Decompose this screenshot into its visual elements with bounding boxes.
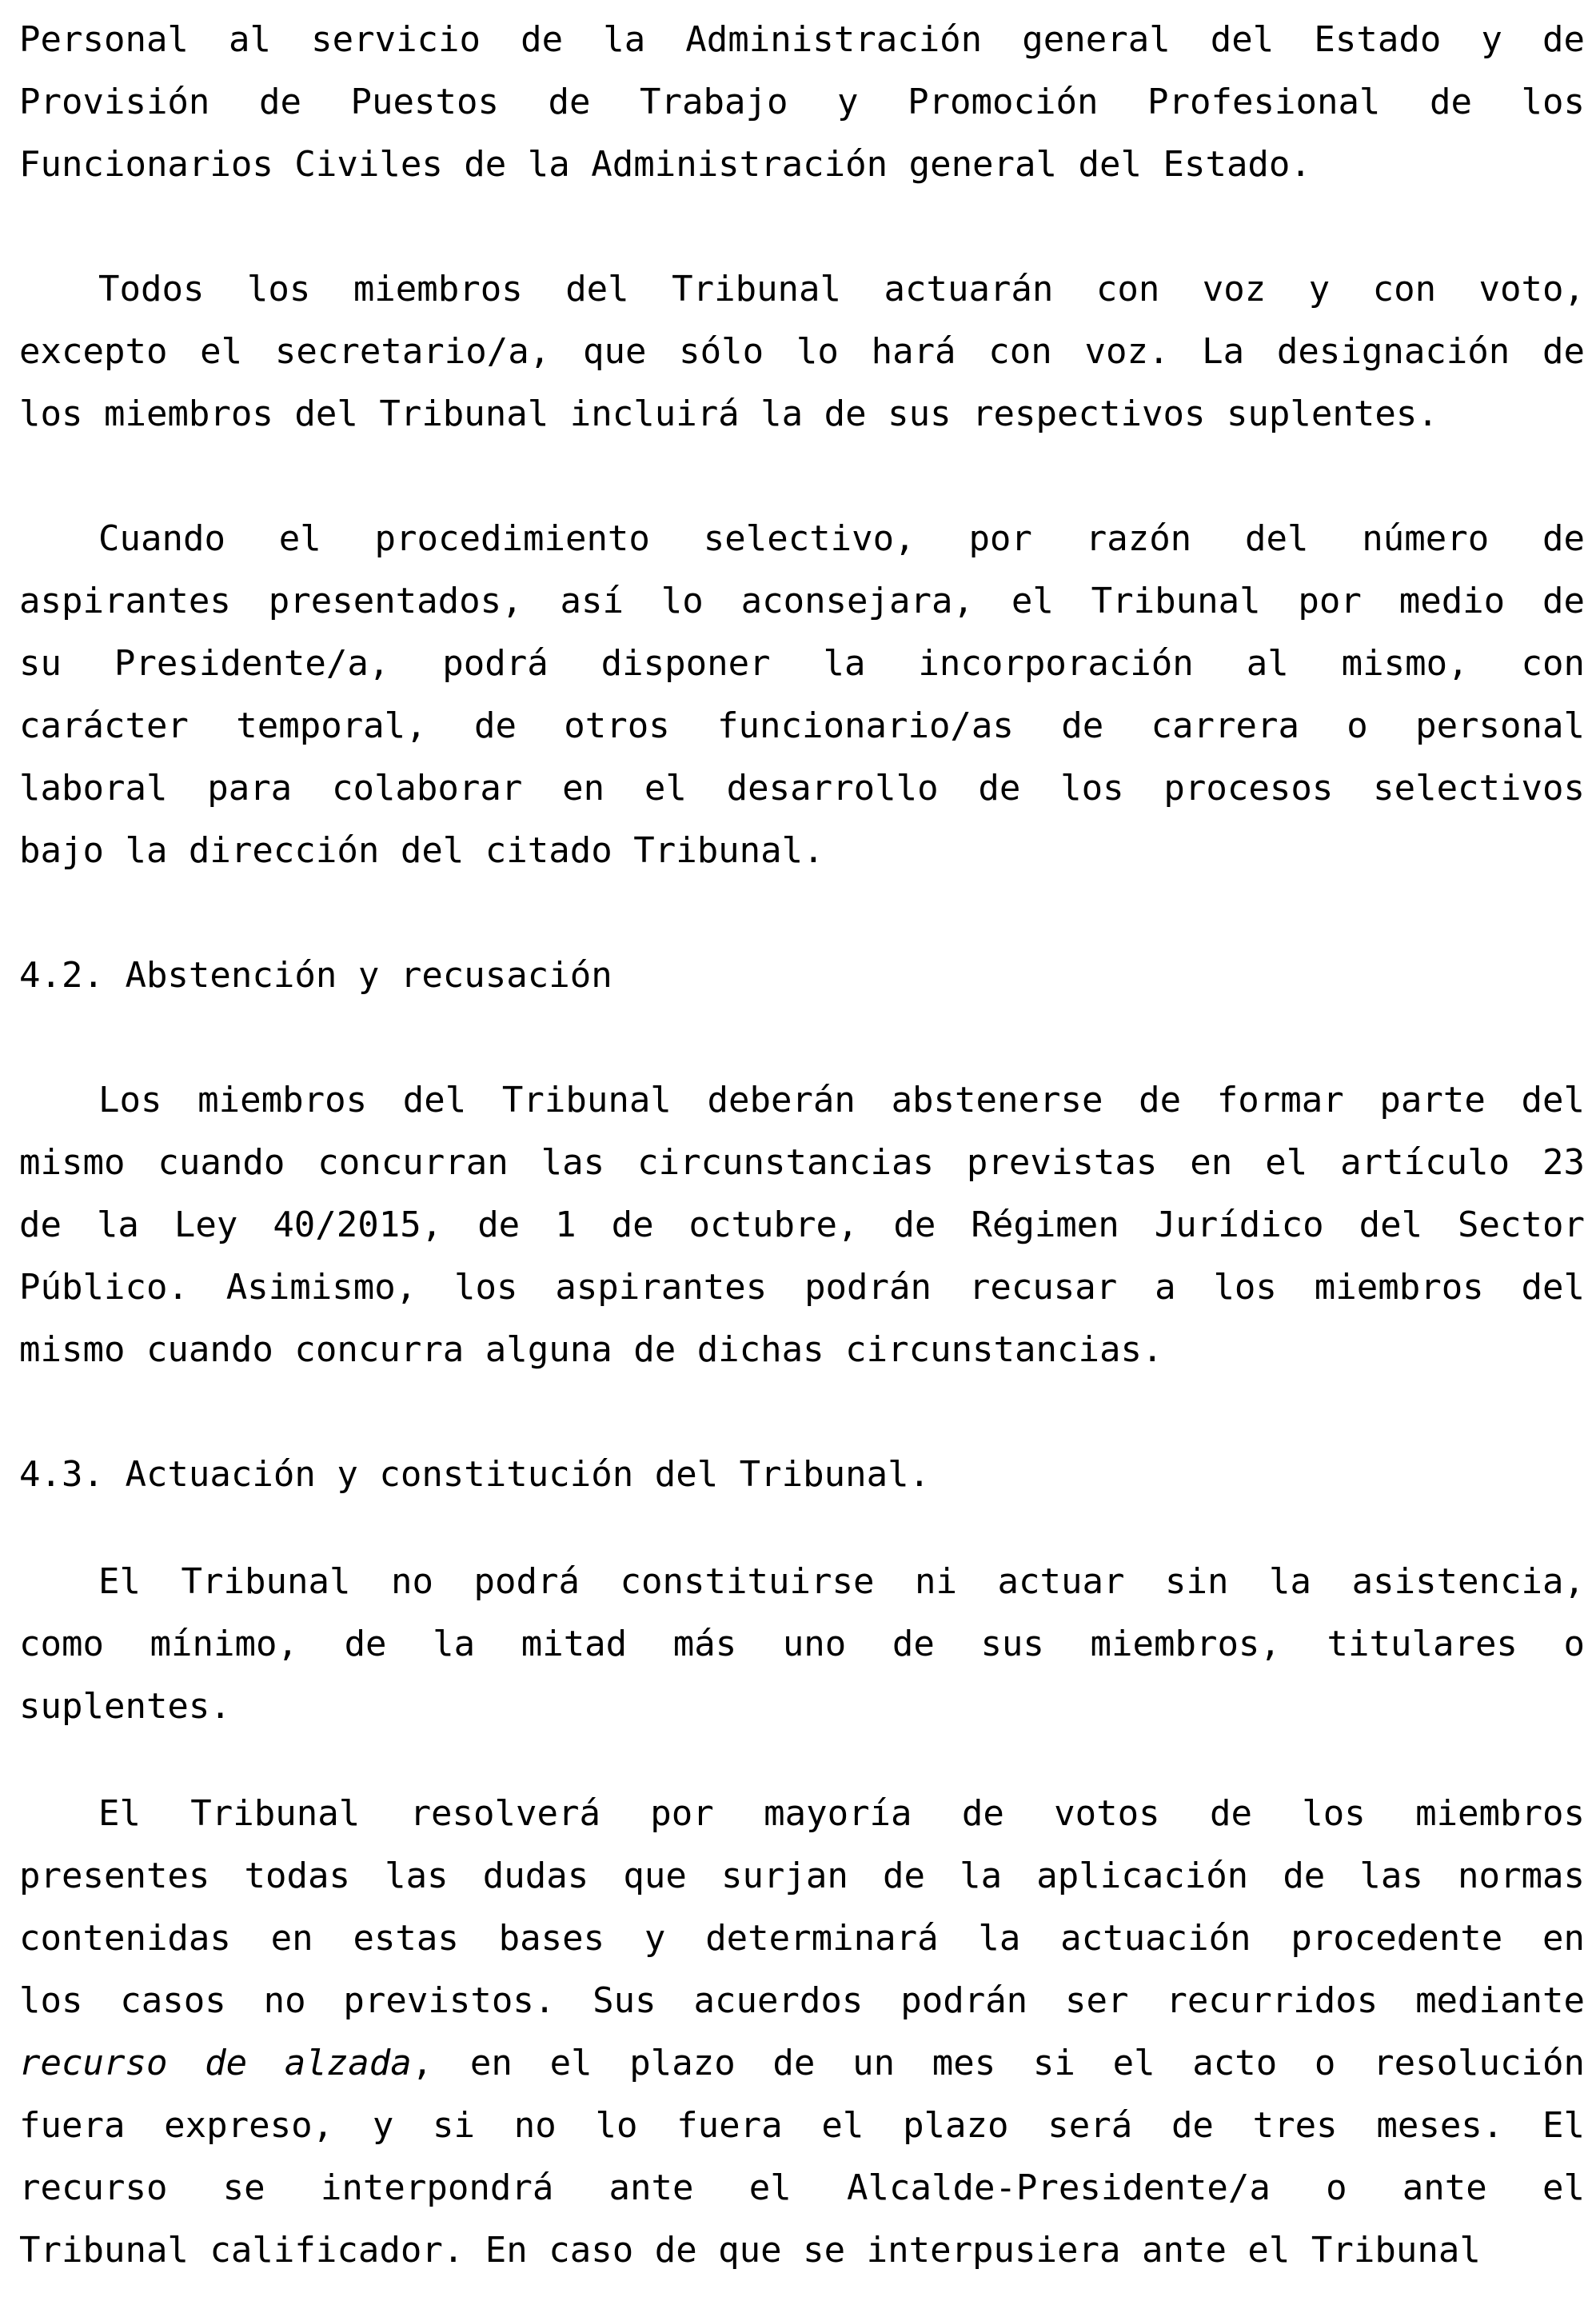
- text-segment: aspirantes presentados, así lo aconsejara, el Tribunal por medio de: [19, 581, 1585, 621]
- text-segment: 4.2. Abstención y recusación: [19, 955, 612, 996]
- text-segment: recurso se interpondrá ante el Alcalde-Presidente/a o ante el: [19, 2167, 1585, 2208]
- text-segment: Cuando el procedimiento selectivo, por razón del número de: [98, 518, 1585, 559]
- text-line: [19, 2032, 1585, 2095]
- text-line: [19, 1256, 1585, 1319]
- text-line: [19, 1069, 1585, 1132]
- text-line: [19, 383, 1585, 445]
- text-segment: excepto el secretario/a, que sólo lo hará con voz. La designación de: [19, 331, 1585, 372]
- text-segment: Funcionarios Civiles de la Administración general del Estado.: [19, 144, 1311, 185]
- text-line: [19, 1613, 1585, 1676]
- text-line: [19, 1551, 1585, 1613]
- paragraph: [19, 9, 1585, 196]
- text-segment: Público. Asimismo, los aspirantes podrán recusar a los miembros del: [19, 1267, 1585, 1308]
- text-segment: Todos los miembros del Tribunal actuarán con voz y con voto,: [98, 269, 1585, 310]
- text-line: [19, 321, 1585, 383]
- text-segment: los miembros del Tribunal incluirá la de sus respectivos suplentes.: [19, 393, 1438, 434]
- text-line: [19, 1970, 1585, 2032]
- text-line: [19, 945, 1585, 1007]
- text-segment: fuera expreso, y si no lo fuera el plazo será de tres meses. El: [19, 2105, 1585, 2146]
- document-body: [19, 9, 1585, 2282]
- text-line: [19, 2219, 1585, 2282]
- text-line: [19, 1845, 1585, 1908]
- text-segment: Tribunal calificador. En caso de que se interpusiera ante el Tribunal: [19, 2230, 1481, 2271]
- text-line: [19, 2095, 1585, 2157]
- text-segment: Personal al servicio de la Administración general del Estado y de: [19, 19, 1585, 60]
- paragraph: [19, 258, 1585, 445]
- section-heading: [19, 945, 1585, 1007]
- text-segment: de la Ley 40/2015, de 1 de octubre, de Régimen Jurídico del Sector: [19, 1204, 1585, 1245]
- italic-text: recurso de alzada: [19, 2043, 412, 2083]
- text-line: [19, 633, 1585, 695]
- text-segment: presentes todas las dudas que surjan de la aplicación de las normas: [19, 1856, 1585, 1896]
- text-segment: laboral para colaborar en el desarrollo de los procesos selectivos: [19, 768, 1585, 809]
- text-segment: suplentes.: [19, 1686, 231, 1727]
- text-line: [19, 2157, 1585, 2219]
- text-segment: su Presidente/a, podrá disponer la incorporación al mismo, con: [19, 643, 1585, 684]
- text-segment: Los miembros del Tribunal deberán abstenerse de formar parte del: [98, 1080, 1585, 1121]
- paragraph: [19, 508, 1585, 882]
- text-segment: Provisión de Puestos de Trabajo y Promoción Profesional de los: [19, 82, 1585, 122]
- text-line: [19, 1319, 1585, 1381]
- paragraph: [19, 1069, 1585, 1381]
- text-line: [19, 695, 1585, 757]
- text-segment: los casos no previstos. Sus acuerdos podrán ser recurridos mediante: [19, 1980, 1585, 2021]
- text-line: [19, 258, 1585, 321]
- text-line: [19, 820, 1585, 882]
- text-segment: mismo cuando concurran las circunstancias previstas en el artículo 23: [19, 1142, 1585, 1183]
- text-line: [19, 1908, 1585, 1970]
- text-line: [19, 9, 1585, 71]
- text-line: [19, 71, 1585, 134]
- text-segment: 4.3. Actuación y constitución del Tribunal.: [19, 1454, 931, 1495]
- text-line: [19, 1444, 1585, 1506]
- paragraph: [19, 1551, 1585, 1738]
- text-line: [19, 1676, 1585, 1738]
- text-line: [19, 134, 1585, 196]
- text-line: [19, 1783, 1585, 1845]
- text-line: [19, 1132, 1585, 1194]
- text-segment: bajo la dirección del citado Tribunal.: [19, 830, 824, 871]
- section-heading: [19, 1444, 1585, 1506]
- text-segment: como mínimo, de la mitad más uno de sus miembros, titulares o: [19, 1624, 1585, 1664]
- text-segment: contenidas en estas bases y determinará la actuación procedente en: [19, 1918, 1585, 1959]
- text-segment: El Tribunal no podrá constituirse ni actuar sin la asistencia,: [98, 1561, 1585, 1602]
- text-segment: El Tribunal resolverá por mayoría de votos de los miembros: [98, 1793, 1585, 1834]
- text-segment: mismo cuando concurra alguna de dichas circunstancias.: [19, 1329, 1163, 1370]
- text-segment: , en el plazo de un mes si el acto o resolución: [411, 2043, 1585, 2083]
- text-line: [19, 570, 1585, 633]
- text-segment: carácter temporal, de otros funcionario/as de carrera o personal: [19, 705, 1585, 746]
- text-line: [19, 757, 1585, 820]
- text-line: [19, 508, 1585, 570]
- text-line: [19, 1194, 1585, 1256]
- paragraph: [19, 1783, 1585, 2282]
